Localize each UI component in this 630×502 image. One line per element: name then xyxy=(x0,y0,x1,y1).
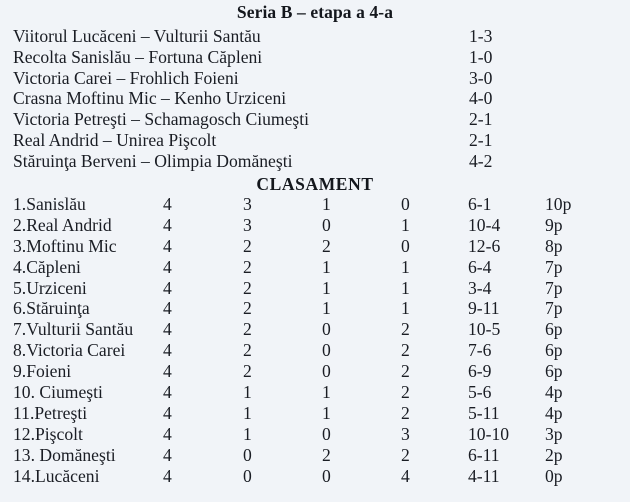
standings-points: 8p xyxy=(545,235,563,256)
standings-won: 2 xyxy=(243,298,252,319)
standings-points: 4p xyxy=(545,402,563,423)
standings-played: 4 xyxy=(163,194,172,214)
standings-won: 0 xyxy=(243,465,252,486)
standings-drawn: 1 xyxy=(322,256,331,277)
standings-lost: 2 xyxy=(401,319,410,340)
standings-won: 2 xyxy=(243,361,252,382)
standings-drawn: 1 xyxy=(322,277,331,298)
standings-played: 4 xyxy=(163,444,172,465)
standings-team-name: 8.Victoria Carei xyxy=(13,340,126,361)
standings-team-name: 1.Sanislău xyxy=(13,194,86,214)
match-result-row xyxy=(0,26,630,47)
standings-team-name: 7.Vulturii Santău xyxy=(13,319,134,340)
standings-points: 4p xyxy=(545,382,563,403)
standings-played: 4 xyxy=(163,423,172,444)
standings-goals: 7-6 xyxy=(468,340,492,361)
standings-drawn: 0 xyxy=(322,465,331,486)
standings-points: 9p xyxy=(545,214,563,235)
standings-team-name: 11.Petreşti xyxy=(13,402,88,423)
standings-drawn: 2 xyxy=(322,444,331,465)
standings-played: 4 xyxy=(163,319,172,340)
standings-goals: 5-6 xyxy=(468,382,492,403)
standings-lost: 1 xyxy=(401,277,410,298)
standings-lost: 1 xyxy=(401,214,410,235)
standings-lost: 3 xyxy=(401,423,410,444)
standings-played: 4 xyxy=(163,382,172,403)
standings-goals: 6-4 xyxy=(468,256,492,277)
standings-won: 2 xyxy=(243,319,252,340)
standings-team-name: 2.Real Andrid xyxy=(13,214,112,235)
match-score: 1-3 xyxy=(469,26,493,46)
standings-played: 4 xyxy=(163,402,172,423)
standings-goals: 6-9 xyxy=(468,361,492,382)
standings-team-name: 13. Domăneşti xyxy=(13,444,116,465)
standings-won: 2 xyxy=(243,235,252,256)
match-result-row xyxy=(0,47,630,68)
table-row xyxy=(0,298,630,319)
standings-points: 6p xyxy=(545,340,563,361)
table-row xyxy=(0,424,630,445)
standings-won: 2 xyxy=(243,340,252,361)
standings-lost: 2 xyxy=(401,402,410,423)
standings-points: 6p xyxy=(545,361,563,382)
standings-points: 0p xyxy=(545,465,563,486)
standings-lost: 0 xyxy=(401,235,410,256)
standings-played: 4 xyxy=(163,361,172,382)
standings-drawn: 1 xyxy=(322,194,331,214)
standings-points: 7p xyxy=(545,298,563,319)
standings-points: 7p xyxy=(545,277,563,298)
match-results-list xyxy=(0,26,630,172)
table-row xyxy=(0,403,630,424)
table-row xyxy=(0,382,630,403)
standings-lost: 0 xyxy=(401,194,410,214)
standings-won: 3 xyxy=(243,194,252,214)
match-fixture: Real Andrid – Unirea Pişcolt xyxy=(13,129,217,150)
match-fixture: Recolta Sanislău – Fortuna Căpleni xyxy=(13,46,263,67)
standings-drawn: 1 xyxy=(322,402,331,423)
standings-played: 4 xyxy=(163,214,172,235)
standings-won: 2 xyxy=(243,256,252,277)
standings-goals: 3-4 xyxy=(468,277,492,298)
standings-lost: 2 xyxy=(401,444,410,465)
standings-played: 4 xyxy=(163,277,172,298)
table-row xyxy=(0,257,630,278)
match-score: 1-0 xyxy=(469,46,493,67)
standings-goals: 10-5 xyxy=(468,319,501,340)
standings-points: 6p xyxy=(545,319,563,340)
standings-won: 2 xyxy=(243,277,252,298)
standings-goals: 6-11 xyxy=(468,444,500,465)
table-row xyxy=(0,340,630,361)
standings-drawn: 0 xyxy=(322,319,331,340)
table-row xyxy=(0,361,630,382)
match-result-row xyxy=(0,151,630,172)
standings-played: 4 xyxy=(163,465,172,486)
standings-drawn: 0 xyxy=(322,340,331,361)
standings-points: 10p xyxy=(545,194,572,214)
match-fixture: Victoria Petreşti – Schamagosch Ciumeşti xyxy=(13,109,310,130)
standings-won: 0 xyxy=(243,444,252,465)
standings-team-name: 9.Foieni xyxy=(13,361,72,382)
standings-heading: CLASAMENT xyxy=(256,174,374,194)
standings-won: 3 xyxy=(243,214,252,235)
standings-drawn: 0 xyxy=(322,423,331,444)
standings-won: 1 xyxy=(243,382,252,403)
standings-goals: 6-1 xyxy=(468,194,492,214)
match-score: 4-0 xyxy=(469,88,493,109)
table-row xyxy=(0,466,630,487)
standings-played: 4 xyxy=(163,340,172,361)
standings-points: 3p xyxy=(545,423,563,444)
standings-team-name: 6.Stăruinţa xyxy=(13,298,90,319)
match-result-row xyxy=(0,68,630,89)
standings-drawn: 1 xyxy=(322,382,331,403)
standings-goals: 4-11 xyxy=(468,465,500,486)
standings-played: 4 xyxy=(163,235,172,256)
table-row xyxy=(0,236,630,257)
standings-team-name: 12.Pişcolt xyxy=(13,423,83,444)
standings-goals: 10-10 xyxy=(468,423,510,444)
standings-won: 1 xyxy=(243,423,252,444)
standings-team-name: 10. Ciumeşti xyxy=(13,382,103,403)
standings-drawn: 2 xyxy=(322,235,331,256)
table-row xyxy=(0,278,630,299)
match-score: 2-1 xyxy=(469,129,493,150)
match-score: 4-2 xyxy=(469,150,493,171)
standings-goals: 5-11 xyxy=(468,402,500,423)
match-result-row xyxy=(0,109,630,130)
standings-team-name: 14.Lucăceni xyxy=(13,465,100,486)
standings-lost: 4 xyxy=(401,465,410,486)
page-title: Seria B – etapa a 4-a xyxy=(236,2,394,22)
table-row xyxy=(0,445,630,466)
table-row xyxy=(0,319,630,340)
match-result-row xyxy=(0,88,630,109)
standings-played: 4 xyxy=(163,298,172,319)
match-fixture: Viitorul Lucăceni – Vulturii Santău xyxy=(13,26,261,46)
standings-points: 2p xyxy=(545,444,563,465)
standings-drawn: 0 xyxy=(322,361,331,382)
standings-goals: 10-4 xyxy=(468,214,501,235)
standings-drawn: 0 xyxy=(322,214,331,235)
standings-lost: 1 xyxy=(401,298,410,319)
match-score: 2-1 xyxy=(469,109,493,130)
standings-lost: 2 xyxy=(401,382,410,403)
standings-goals: 12-6 xyxy=(468,235,501,256)
match-fixture: Crasna Moftinu Mic – Kenho Urziceni xyxy=(13,88,287,109)
match-score: 3-0 xyxy=(469,67,493,88)
standings-drawn: 1 xyxy=(322,298,331,319)
table-row xyxy=(0,215,630,236)
standings-team-name: 3.Moftinu Mic xyxy=(13,235,117,256)
match-fixture: Stăruinţa Berveni – Olimpia Domăneşti xyxy=(13,150,293,171)
standings-team-name: 5.Urziceni xyxy=(13,277,87,298)
standings-team-name: 4.Căpleni xyxy=(13,256,81,277)
standings-goals: 9-11 xyxy=(468,298,500,319)
standings-points: 7p xyxy=(545,256,563,277)
standings-played: 4 xyxy=(163,256,172,277)
standings-lost: 2 xyxy=(401,340,410,361)
table-row xyxy=(0,194,630,215)
standings-lost: 1 xyxy=(401,256,410,277)
standings-table xyxy=(0,194,630,486)
standings-won: 1 xyxy=(243,402,252,423)
match-result-row xyxy=(0,130,630,151)
standings-lost: 2 xyxy=(401,361,410,382)
match-fixture: Victoria Carei – Frohlich Foieni xyxy=(13,67,239,88)
